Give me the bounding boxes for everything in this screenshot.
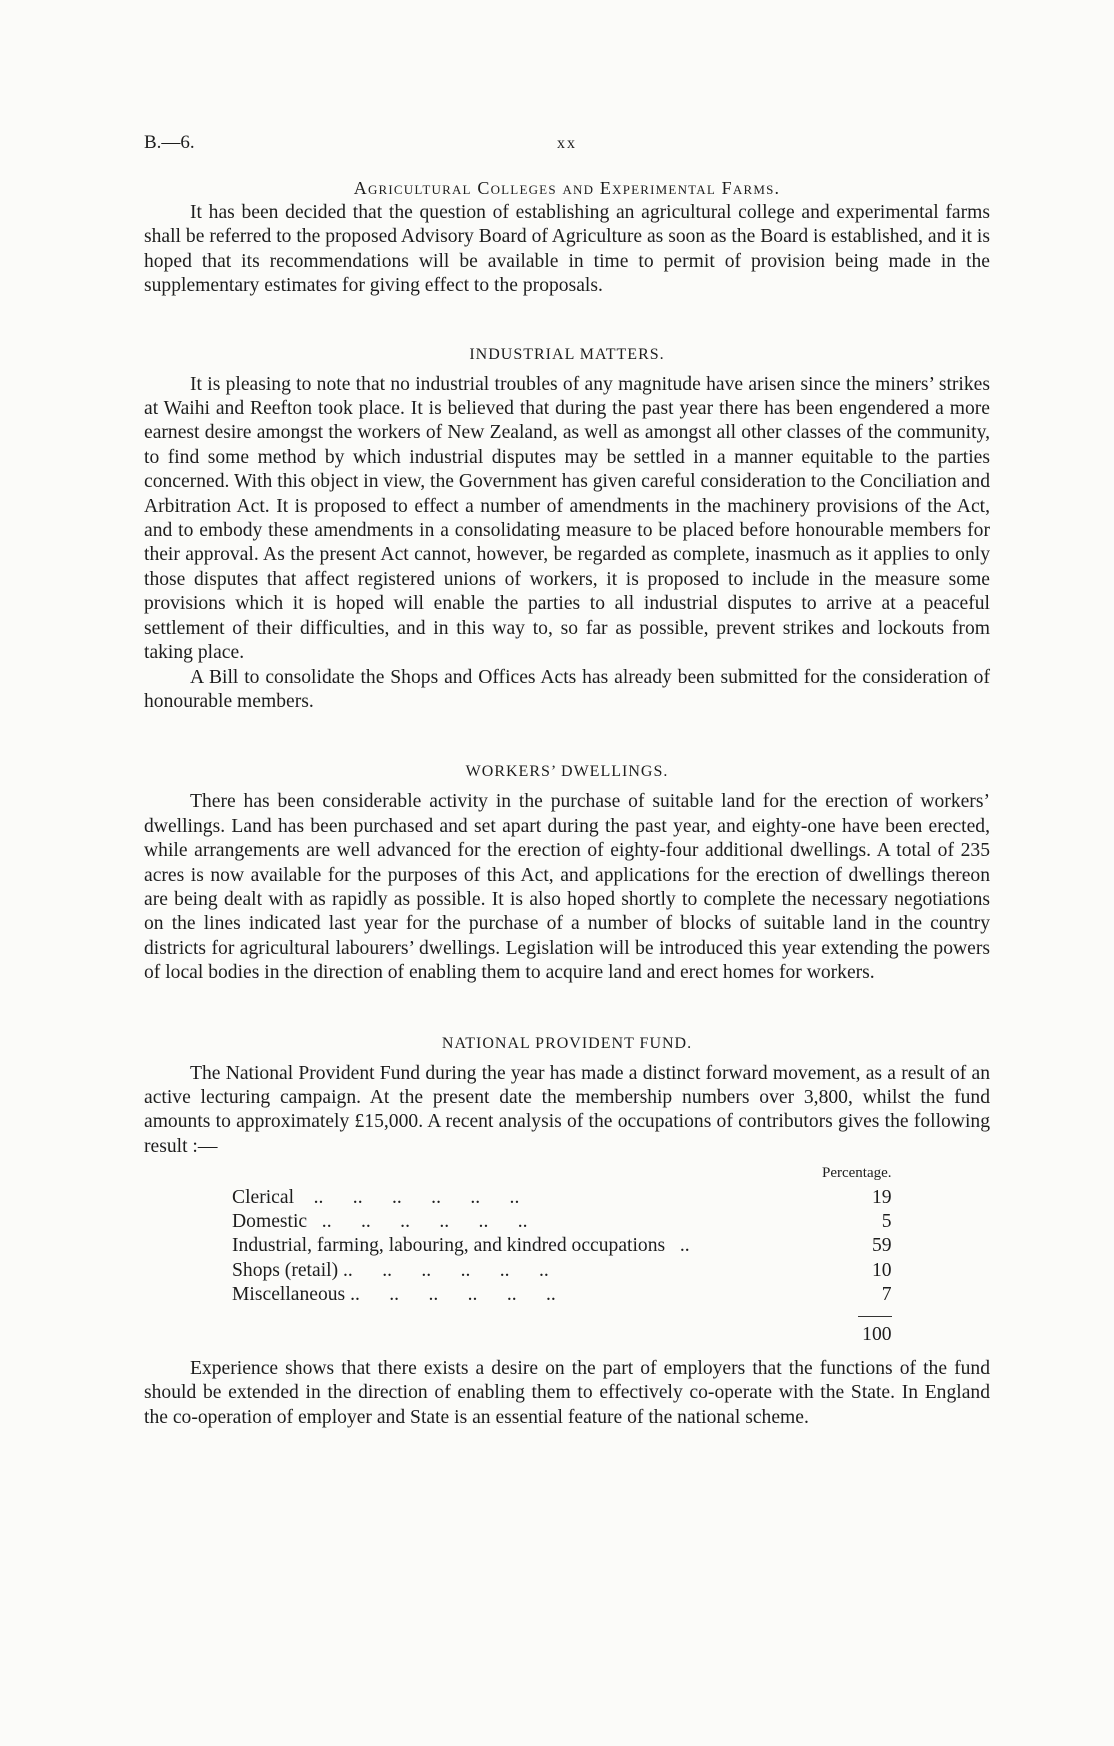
section-provident-fund	[144, 1034, 990, 1431]
section-heading: INDUSTRIAL MATTERS.	[469, 345, 665, 363]
page-body	[144, 178, 990, 1430]
paragraph: It has been decided that the question of establishing an agricultural college and experimental farms shall be referred to the proposed Advisory Board of Agriculture as soon as the Board is established, and it is hoped that its recommendations will be available in time to permit of provision being made in the supplementary estimates for giving effect to the proposals.	[144, 202, 990, 297]
paragraph: There has been considerable activity in the purchase of suitable land for the erection of workers’ dwellings. Land has been purchased and set apart during the past year, and eighty-one have been erected, while arrangements are well advanced for the erection of eighty-four additional dwellings. A total of 235 acres is now available for the purposes of this Act, and applications for the erection of dwellings thereon are being dealt with as rapidly as possible. It is also hoped shortly to complete the necessary negotiations on the lines indicated last year for the purchase of a number of blocks of suitable land in the country districts for agricultural labourers’ dwellings. Legislation will be introduced this year extending the powers of local bodies in the direction of enabling them to acquire land and erect homes for workers.	[144, 791, 990, 984]
percentage-column-header: Percentage.	[822, 1165, 892, 1182]
occupation-name: Domestic	[232, 1211, 308, 1232]
leader-dots: .. .. .. .. .. ..	[313, 1186, 520, 1208]
occupation-percentage: 59	[871, 1235, 892, 1257]
page-header	[144, 132, 990, 158]
table-row	[232, 1283, 892, 1307]
leader-dots: ..	[679, 1235, 690, 1257]
paragraph: Experience shows that there exists a desire on the part of employers that the functions of the fund should be extended in the direction of enabling them to effectively co-operate with the State. In England the co-operation of employer and State is an essential feature of the national scheme.	[144, 1358, 990, 1428]
paragraph: It is pleasing to note that no industrial troubles of any magnitude have arisen since the miners’ strikes at Waihi and Reefton took place. It is believed that during the past year there has been engendered a more earnest desire amongst the workers of New Zealand, as well as amongst all other classes of the community, to find some method by which industrial disputes may be settled in a manner equitable to the parties concerned. With this object in view, the Government has given careful consideration to the Conciliation and Arbitration Act. It is proposed to effect a number of amendments in the machinery provisions of the Act, and to embody these amendments in a consolidating measure to be placed before honourable members for their approval. As the present Act cannot, however, be regarded as complete, inasmuch as it applies to only those disputes that affect registered unions of workers, it is proposed to include in the measure some provisions which it is hoped will enable the parties to all industrial disputes to arrive at a peaceful settlement of their difficulties, and in this way to, so far as possible, prevent strikes and lockouts from taking place.	[144, 373, 990, 664]
paragraph: A Bill to consolidate the Shops and Offices Acts has already been submitted for the consideration of honourable members.	[144, 666, 990, 712]
occupation-name: Clerical	[232, 1186, 295, 1208]
occupation-percentage: 10	[871, 1259, 892, 1281]
leader-dots: .. .. .. .. .. ..	[343, 1259, 549, 1281]
total-rule	[858, 1316, 892, 1317]
page-number: xx	[557, 135, 577, 152]
table-row	[232, 1234, 892, 1258]
section-industrial	[144, 345, 990, 715]
occupation-percentage: 7	[881, 1284, 892, 1306]
occupation-percentage: 5	[881, 1211, 892, 1232]
table-total-row	[232, 1308, 892, 1347]
section-heading: Agricultural Colleges and Experimental Farms.	[353, 178, 781, 198]
leader-dots: .. .. .. .. .. ..	[350, 1284, 556, 1306]
occupation-percentage: 19	[871, 1186, 892, 1208]
section-agricultural	[144, 178, 990, 299]
table-row	[232, 1186, 892, 1210]
table-header-row	[232, 1161, 892, 1185]
table-row	[232, 1259, 892, 1283]
occupations-table	[232, 1161, 892, 1347]
paragraph: The National Provident Fund during the year has made a distinct forward movement, as a result of an active lecturing campaign. At the present date the membership numbers over 3,800, whilst the fund amounts to approximately £15,000. A recent analysis of the occupations of contributors gives the following result :—	[144, 1062, 990, 1157]
leader-dots: .. .. .. .. .. ..	[321, 1211, 528, 1232]
occupation-name: Miscellaneous	[232, 1284, 346, 1306]
percentage-total: 100	[862, 1323, 892, 1345]
section-workers-dwellings	[144, 762, 990, 985]
document-reference: B.—6.	[144, 132, 195, 153]
section-heading: NATIONAL PROVIDENT FUND.	[441, 1034, 693, 1052]
occupation-name: Industrial, farming, labouring, and kindred occupations	[232, 1235, 666, 1257]
occupation-name: Shops (retail)	[232, 1259, 339, 1281]
section-heading: WORKERS’ DWELLINGS.	[465, 763, 669, 781]
table-row	[232, 1210, 892, 1234]
